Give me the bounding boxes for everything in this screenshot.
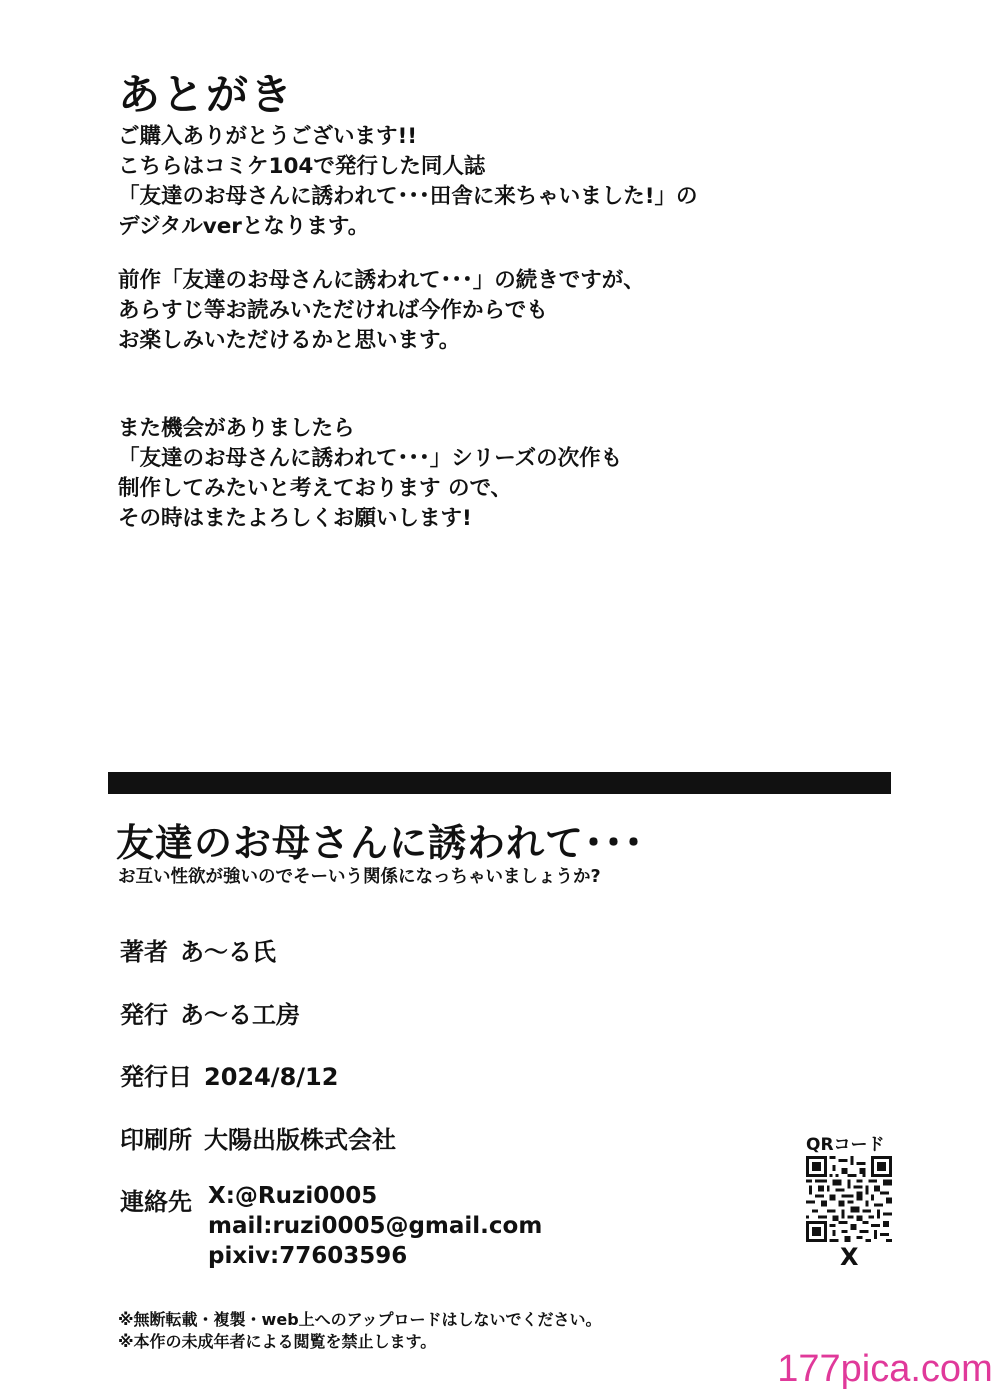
qr-code-icon: [806, 1156, 892, 1242]
legal-notes: [118, 1309, 602, 1353]
afterword-paragraph-1: [118, 122, 698, 242]
book-title: 友達のお母さんに誘われて･･･: [116, 821, 645, 865]
date-label: 発行日: [120, 1063, 192, 1091]
author-row: [120, 932, 276, 967]
date-row: [120, 1057, 338, 1092]
text-line: また機会がありましたら: [118, 416, 355, 441]
contact-pixiv: pixiv:77603596: [208, 1243, 408, 1269]
author-label: 著者: [120, 938, 168, 966]
contact-label: 連絡先: [120, 1188, 192, 1216]
text-line: その時はまたよろしくお願いします!: [118, 506, 472, 531]
text-line: 前作「友達のお母さんに誘われて･･･」の続きですが、: [118, 268, 645, 293]
text-line: お楽しみいただけるかと思います。: [118, 328, 461, 353]
section-divider: [108, 772, 891, 794]
afterword-paragraph-2: [118, 266, 645, 356]
printer-row: [120, 1120, 396, 1155]
date-value: 2024/8/12: [204, 1063, 339, 1091]
text-line: 「友達のお母さんに誘われて･･･」シリーズの次作も: [118, 446, 623, 471]
afterword-title: あとがき: [118, 70, 295, 119]
text-line: デジタルverとなります。: [118, 214, 370, 239]
contact-mail: mail:ruzi0005@gmail.com: [208, 1213, 543, 1239]
publisher-row: [120, 995, 300, 1030]
text-line: あらすじ等お読みいただければ今作からでも: [118, 298, 548, 323]
text-line: 「友達のお母さんに誘われて･･･田舎に来ちゃいました!」の: [118, 184, 698, 209]
qr-caption: X: [840, 1243, 859, 1271]
book-subtitle: お互い性欲が強いのでそーいう関係になっちゃいましょうか?: [118, 867, 601, 887]
printer-label: 印刷所: [120, 1126, 192, 1154]
printer-value: 大陽出版株式会社: [204, 1126, 396, 1154]
note-line: ※本作の未成年者による閲覧を禁止します。: [118, 1332, 437, 1351]
text-line: こちらはコミケ104で発行した同人誌: [118, 154, 486, 179]
qr-label: QRコード: [806, 1135, 885, 1155]
text-line: 制作してみたいと考えております ので、: [118, 476, 513, 501]
contact-x: X:@Ruzi0005: [208, 1183, 378, 1209]
publisher-value: あ～る工房: [180, 1001, 300, 1029]
text-line: ご購入ありがとうございます!!: [118, 124, 418, 149]
watermark: 177pica.com: [770, 1340, 1000, 1398]
publisher-label: 発行: [120, 1001, 168, 1029]
author-value: あ～る氏: [180, 938, 276, 966]
note-line: ※無断転載・複製・web上へのアップロードはしないでください。: [118, 1310, 602, 1329]
afterword-paragraph-3: [118, 414, 622, 534]
